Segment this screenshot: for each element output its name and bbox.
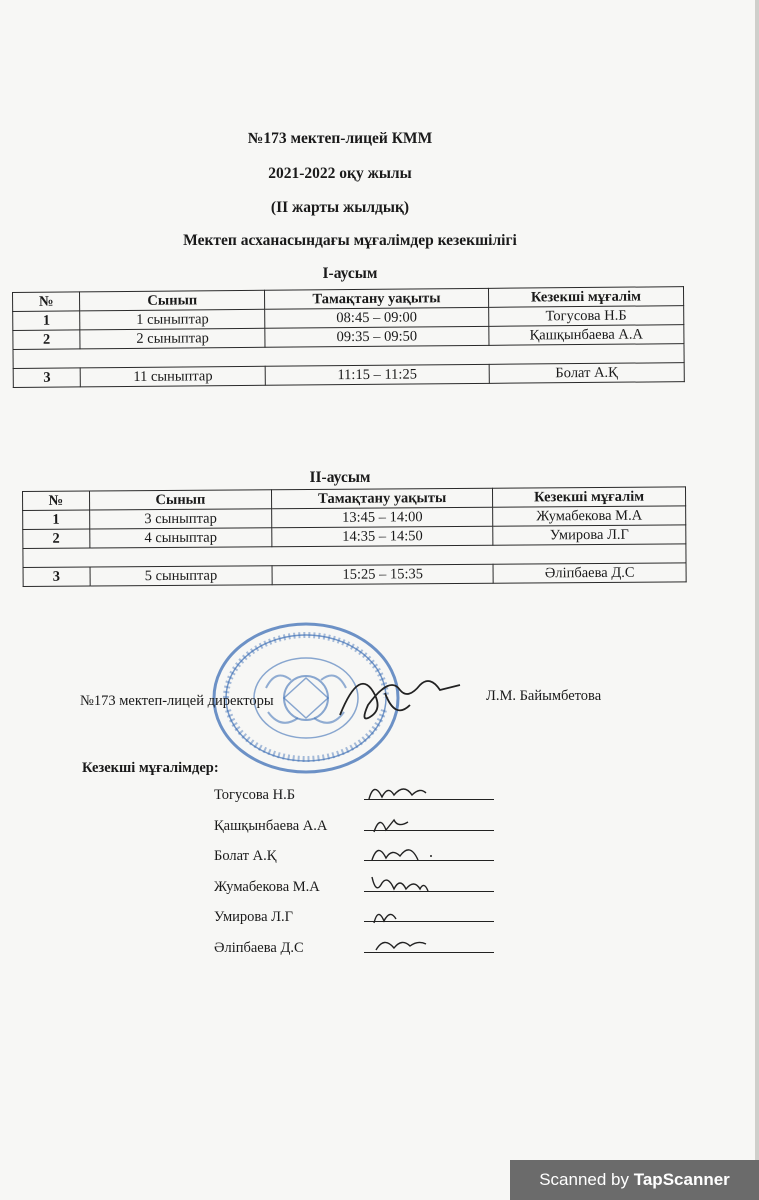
table-cell: 14:35 – 14:50 <box>272 526 493 547</box>
table-cell: Әліпбаева Д.С <box>493 563 686 583</box>
table-cell: 11:15 – 11:25 <box>265 364 489 385</box>
director-signature-icon <box>330 655 470 735</box>
table-cell: Жумабекова М.А <box>493 506 686 526</box>
scanner-brand: TapScanner <box>633 1170 730 1189</box>
table-cell: Болат А.Қ <box>489 363 684 384</box>
table-cell: 2 <box>13 330 81 350</box>
column-header: Кезекші мұғалім <box>493 487 686 507</box>
column-header: № <box>23 491 90 510</box>
table-cell: 5 сыныптар <box>90 566 273 586</box>
list-item <box>214 816 504 847</box>
teacher-name: Тогусова Н.Б <box>214 787 296 803</box>
column-header: Сынып <box>89 490 272 510</box>
semester: (ІІ жарты жылдық) <box>270 199 410 216</box>
table-cell: 13:45 – 14:00 <box>272 507 493 528</box>
table-row <box>23 563 686 587</box>
table-cell: Умирова Л.Г <box>493 525 686 545</box>
table-cell: 3 сыныптар <box>89 509 272 529</box>
school-name: №173 мектеп-лицей КММ <box>247 130 433 147</box>
director-name: Л.М. Байымбетова <box>486 688 602 704</box>
column-header: Сынып <box>80 290 265 311</box>
table-cell: 09:35 – 09:50 <box>265 326 489 347</box>
table-cell: Тогусова Н.Б <box>488 306 683 327</box>
signature-icon <box>364 840 444 866</box>
teacher-name: Болат А.Қ <box>214 848 277 864</box>
signature-list <box>214 785 504 968</box>
shift2-title: ІІ-аусым <box>309 469 371 486</box>
list-item <box>214 877 504 908</box>
table-cell: 11 сыныптар <box>81 366 266 387</box>
academic-year: 2021-2022 оқу жылы <box>268 165 412 182</box>
signature-icon <box>364 901 444 927</box>
list-item <box>214 938 504 969</box>
scanner-watermark <box>510 1160 759 1200</box>
column-header: Тамақтану уақыты <box>272 488 493 509</box>
scanner-prefix: Scanned by <box>539 1170 629 1189</box>
table-cell: 2 <box>23 529 90 548</box>
signature-icon <box>364 779 444 805</box>
column-header: Кезекші мұғалім <box>488 287 683 308</box>
table-cell: 15:25 – 15:35 <box>272 564 493 585</box>
table-cell: 1 <box>23 510 90 529</box>
table-cell: 1 <box>13 311 81 331</box>
list-item <box>214 846 504 877</box>
table-cell: 3 <box>13 368 81 388</box>
table-cell: Қашқынбаева А.А <box>489 325 684 346</box>
shift1-table <box>12 286 685 388</box>
teacher-name: Жумабекова М.А <box>214 878 320 895</box>
signature-icon <box>364 932 444 958</box>
column-header: Тамақтану уақыты <box>265 288 489 309</box>
table-cell: 1 сыныптар <box>80 309 265 330</box>
teacher-name: Умирова Л.Г <box>214 909 293 925</box>
shift1-title: І-аусым <box>322 265 378 282</box>
signature-icon <box>364 810 444 836</box>
list-item <box>214 907 504 938</box>
table-cell: 08:45 – 09:00 <box>265 307 489 328</box>
list-item <box>214 785 504 816</box>
table-cell: 2 сыныптар <box>80 328 265 349</box>
document-title: Мектеп асханасындағы мұғалімдер кезекшілігі <box>183 232 517 249</box>
signature-icon <box>364 871 444 897</box>
director-label: №173 мектеп-лицей директоры <box>80 693 274 709</box>
teacher-name: Қашқынбаева А.А <box>214 817 328 834</box>
table-cell: 4 сыныптар <box>89 528 272 548</box>
shift2-table <box>22 486 687 587</box>
column-header: № <box>13 292 81 312</box>
table-cell: 3 <box>23 567 90 586</box>
duty-teachers-title: Кезекші мұғалімдер: <box>82 760 219 776</box>
teacher-name: Әліпбаева Д.С <box>214 939 304 956</box>
